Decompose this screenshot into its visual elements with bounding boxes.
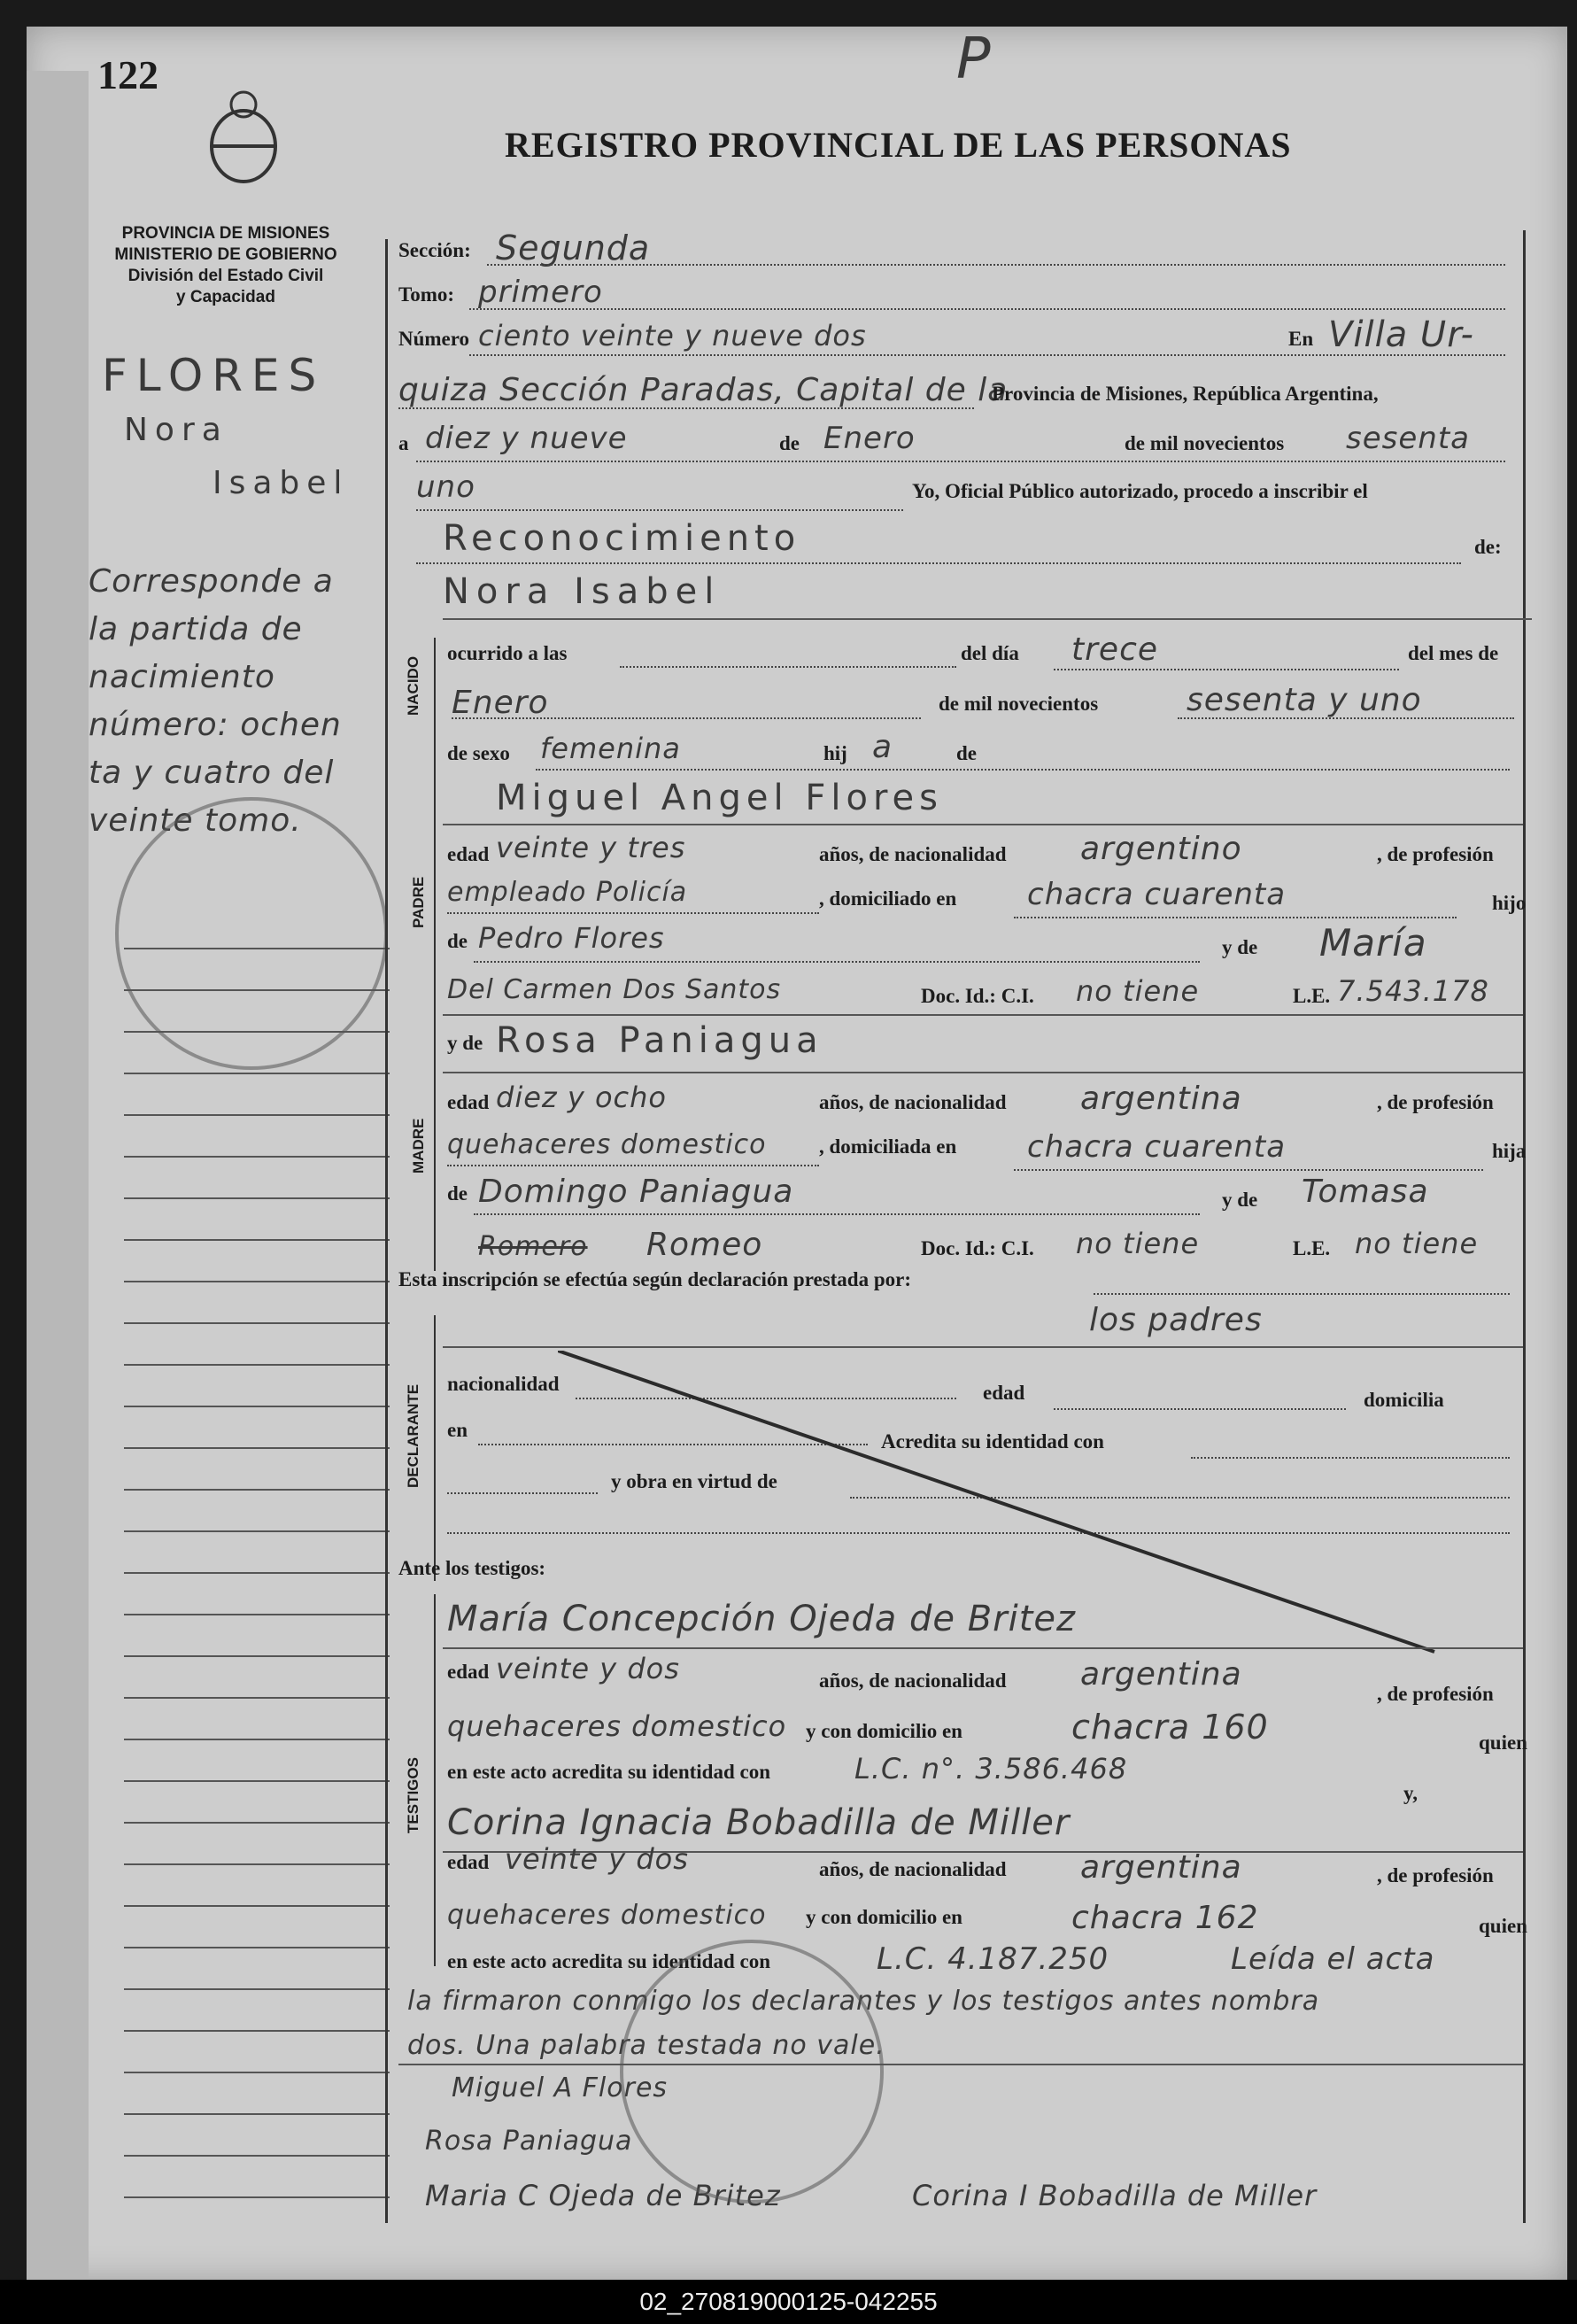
- ocurrido-label: ocurrido a las: [447, 642, 568, 664]
- oficial-label: Yo, Oficial Público autorizado, procedo a inscribir el: [912, 480, 1368, 502]
- le-label: L.E.: [1293, 985, 1331, 1007]
- madre-padre: Domingo Paniagua: [478, 1174, 794, 1210]
- testigo1-edad: veinte y dos: [496, 1652, 680, 1685]
- dotted-line: [447, 912, 819, 914]
- dotted-line: [416, 562, 1461, 564]
- declarante-domicilia-label: domicilia: [1364, 1389, 1444, 1411]
- margin-ruled-line: [124, 1780, 390, 1782]
- dom-label: , domiciliado en: [819, 887, 957, 910]
- margin-note-line: la partida de: [89, 611, 303, 647]
- prof-label: , de profesión: [1377, 1864, 1494, 1886]
- testigo1-prof: quehaceres domestico: [447, 1709, 787, 1743]
- dotted-line: [620, 666, 956, 668]
- acredita-label: en este acto acredita su identidad con: [447, 1950, 771, 1972]
- rule-line: [443, 1647, 1523, 1649]
- madre-madre2: Romeo: [646, 1227, 763, 1263]
- del-mes-label: del mes de: [1408, 642, 1499, 664]
- dom-label: , domiciliada en: [819, 1135, 957, 1158]
- padre-padre: Pedro Flores: [478, 921, 665, 955]
- section-bracket: [434, 1594, 436, 1966]
- dotted-line: [469, 354, 1505, 356]
- margin-ruled-line: [124, 1156, 390, 1158]
- sexo-value: femenina: [540, 732, 681, 765]
- dom-label: y con domicilio en: [806, 1906, 962, 1928]
- testigo1-nac: argentina: [1080, 1656, 1242, 1693]
- dotted-line: [536, 769, 1510, 771]
- margin-note-line: Corresponde a: [89, 563, 334, 600]
- quien-label: quien: [1479, 1915, 1527, 1937]
- margin-name2: Isabel: [213, 465, 350, 501]
- tomo-value: primero: [478, 275, 603, 310]
- padre-madre2: Del Carmen Dos Santos: [447, 974, 782, 1005]
- coat-of-arms-icon: [199, 89, 288, 186]
- margin-ruled-line: [124, 1197, 390, 1199]
- hija-label: hija: [1492, 1140, 1527, 1162]
- dotted-line: [487, 264, 1505, 266]
- testigo2-dom: chacra 162: [1071, 1900, 1259, 1936]
- document-title: REGISTRO PROVINCIAL DE LAS PERSONAS: [505, 125, 1292, 165]
- image-footer: 02_270819000125-042255: [0, 2280, 1577, 2324]
- issuer-division: División del Estado Civil: [128, 267, 324, 285]
- seccion-label: Sección:: [398, 239, 471, 261]
- dotted-line: [416, 509, 903, 511]
- seccion-value: Segunda: [496, 229, 651, 267]
- nac-label: años, de nacionalidad: [819, 1669, 1007, 1692]
- declarante-value: los padres: [1089, 1302, 1263, 1338]
- nac-label: años, de nacionalidad: [819, 1091, 1007, 1113]
- padre-le: 7.543.178: [1337, 974, 1489, 1008]
- acredita-label: en este acto acredita su identidad con: [447, 1761, 771, 1783]
- margin-ruled-line: [124, 1697, 390, 1699]
- dotted-line: [416, 461, 1505, 462]
- margin-ruled-line: [124, 1489, 390, 1491]
- madre-prof: quehaceres domestico: [447, 1129, 767, 1160]
- margin-ruled-line: [124, 1822, 390, 1824]
- margin-note-line: número: ochen: [89, 707, 342, 743]
- padre-dom: chacra cuarenta: [1027, 877, 1287, 912]
- anio-value: sesenta y uno: [1187, 682, 1422, 718]
- numero-label: Número: [398, 328, 470, 350]
- margin-ruled-line: [124, 1947, 390, 1948]
- margin-ruled-line: [124, 1447, 390, 1449]
- dotted-line: [474, 1213, 1200, 1215]
- de-label2: de:: [1474, 536, 1502, 558]
- margin-note-line: ta y cuatro del: [89, 755, 335, 791]
- madre-nac: argentina: [1080, 1081, 1242, 1117]
- y-de-label: y de: [447, 1032, 483, 1054]
- margin-ruled-line: [124, 1863, 390, 1865]
- quien-label: quien: [1479, 1731, 1527, 1754]
- section-declarante: DECLARANTE: [405, 1383, 421, 1488]
- de-label: de: [779, 432, 800, 454]
- issuer-capacity: y Capacidad: [176, 288, 275, 306]
- section-bracket: [434, 1315, 436, 1581]
- margin-surname: FLORES: [102, 350, 326, 401]
- declarante-en-label: en: [447, 1419, 468, 1441]
- le-label: L.E.: [1293, 1237, 1331, 1259]
- margin-name1: Nora: [124, 412, 228, 448]
- month-value: Enero: [823, 421, 916, 456]
- de-mil-label: de mil novecientos: [939, 693, 1099, 715]
- declarante-intro: Esta inscripción se efectúa según declaración prestada por:: [398, 1268, 912, 1290]
- margin-ruled-line: [124, 1988, 390, 1990]
- declarante-nac-label: nacionalidad: [447, 1373, 560, 1395]
- padre-nac: argentino: [1080, 831, 1242, 867]
- testigos-intro: Ante los testigos:: [398, 1557, 546, 1579]
- de-label: de: [956, 742, 977, 764]
- mes-value: Enero: [452, 685, 549, 721]
- testigo2-nac: argentina: [1080, 1849, 1242, 1886]
- padre-prof: empleado Policía: [447, 877, 688, 908]
- closing-line1: Leída el acta: [1231, 1941, 1435, 1977]
- margin-divider: [385, 239, 388, 2223]
- place-value: quiza Sección Paradas, Capital de la: [398, 372, 1009, 408]
- section-nacido: NACIDO: [405, 655, 421, 716]
- dotted-line: [1054, 669, 1399, 670]
- y-de-label: y de: [1222, 1189, 1258, 1211]
- madre-madre: Tomasa: [1302, 1174, 1429, 1210]
- rule-line: [443, 1014, 1523, 1016]
- edad-label: edad: [447, 843, 490, 865]
- prof-label: , de profesión: [1377, 843, 1494, 865]
- en-value: Villa Ur-: [1328, 314, 1474, 355]
- dotted-line: [1014, 917, 1457, 918]
- margin-ruled-line: [124, 1114, 390, 1116]
- margin-ruled-line: [124, 2030, 390, 2032]
- madre-dom: chacra cuarenta: [1027, 1129, 1287, 1165]
- madre-le: no tiene: [1355, 1227, 1479, 1260]
- doc-label: Doc. Id.: C.I.: [921, 1237, 1034, 1259]
- rule-line: [398, 2064, 1523, 2065]
- signature-3: Maria C Ojeda de Britez: [425, 2179, 781, 2212]
- rule-line: [443, 824, 1523, 825]
- margin-note-line: veinte tomo.: [89, 802, 302, 839]
- de-label: de: [447, 1182, 468, 1205]
- dotted-line: [398, 407, 974, 409]
- prof-label: , de profesión: [1377, 1683, 1494, 1705]
- testigo2-prof: quehaceres domestico: [447, 1900, 767, 1931]
- padre-madre: María: [1319, 921, 1427, 964]
- edad-label: edad: [447, 1851, 490, 1873]
- issuer-ministry: MINISTERIO DE GOBIERNO: [114, 245, 337, 264]
- y-de-label: y de: [1222, 936, 1258, 958]
- closing-line3: dos. Una palabra testada no vale.: [407, 2030, 885, 2061]
- dotted-line: [1094, 1293, 1510, 1295]
- padre-nombre: Miguel Angel Flores: [496, 778, 943, 818]
- page-mark: P: [956, 27, 992, 92]
- padre-edad: veinte y tres: [496, 831, 686, 864]
- year2-value: uno: [416, 469, 475, 505]
- dotted-line: [1014, 1169, 1483, 1171]
- margin-ruled-line: [124, 1281, 390, 1282]
- section-bracket: [434, 1023, 436, 1271]
- margin-ruled-line: [124, 1530, 390, 1532]
- dotted-line: [452, 717, 921, 719]
- a-day-value: diez y nueve: [425, 421, 628, 456]
- province-label: Provincia de Misiones, República Argentina,: [992, 383, 1379, 405]
- signature-2: Rosa Paniagua: [425, 2126, 633, 2157]
- madre-edad: diez y ocho: [496, 1081, 667, 1114]
- testigo1-dom: chacra 160: [1071, 1708, 1269, 1747]
- section-bracket: [434, 638, 436, 788]
- document-page: [27, 27, 1567, 2283]
- nac-label: años, de nacionalidad: [819, 843, 1007, 865]
- edad-label: edad: [447, 1091, 490, 1113]
- declarante-obra-label: y obra en virtud de: [611, 1470, 777, 1492]
- testigo2-nombre: Corina Ignacia Bobadilla de Miller: [447, 1802, 1071, 1843]
- hij-label: hij: [823, 742, 847, 764]
- hij-value: a: [872, 729, 893, 765]
- margin-ruled-line: [124, 2196, 390, 2198]
- margin-ruled-line: [124, 1364, 390, 1366]
- tomo-label: Tomo:: [398, 283, 455, 306]
- prof-label: , de profesión: [1377, 1091, 1494, 1113]
- official-stamp: [620, 1940, 884, 2204]
- de-mil-label: de mil novecientos: [1125, 432, 1285, 454]
- madre-madre2-struck: Romero: [478, 1231, 588, 1262]
- edad-label: edad: [447, 1661, 490, 1683]
- closing-line2: la firmaron conmigo los declarantes y los testigos antes nombra: [407, 1986, 1320, 2017]
- padre-ci: no tiene: [1076, 974, 1200, 1008]
- dotted-line: [447, 1165, 819, 1166]
- page-edge: [27, 71, 89, 2303]
- de-label: de: [447, 930, 468, 952]
- section-padre: PADRE: [410, 876, 427, 928]
- sexo-label: de sexo: [447, 742, 510, 764]
- madre-nombre: Rosa Paniagua: [496, 1020, 823, 1061]
- declarante-acredita-label: Acredita su identidad con: [881, 1430, 1104, 1452]
- testigo2-id: L.C. 4.187.250: [877, 1941, 1109, 1977]
- signature-1: Miguel A Flores: [452, 2072, 669, 2103]
- signature-4: Corina I Bobadilla de Miller: [912, 2179, 1318, 2212]
- margin-ruled-line: [124, 2155, 390, 2157]
- issuer-block: [80, 223, 372, 308]
- section-madre: MADRE: [410, 1118, 427, 1174]
- margin-ruled-line: [124, 1655, 390, 1657]
- issuer-province: PROVINCIA DE MISIONES: [121, 224, 330, 243]
- dotted-line: [469, 308, 1505, 310]
- margin-ruled-line: [124, 1239, 390, 1241]
- rule-line: [443, 1346, 1523, 1348]
- margin-ruled-line: [124, 1406, 390, 1407]
- dotted-line: [474, 961, 1200, 963]
- rule-line: [443, 618, 1532, 620]
- margin-note-line: nacimiento: [89, 659, 275, 695]
- madre-ci: no tiene: [1076, 1227, 1200, 1260]
- margin-ruled-line: [124, 1322, 390, 1324]
- nac-label: años, de nacionalidad: [819, 1858, 1007, 1880]
- year-value: sesenta: [1346, 421, 1470, 456]
- margin-ruled-line: [124, 1739, 390, 1740]
- del-dia-label: del día: [961, 642, 1019, 664]
- numero-value: ciento veinte y nueve dos: [478, 319, 867, 352]
- dom-label: y con domicilio en: [806, 1720, 962, 1742]
- margin-stamp: [115, 797, 388, 1070]
- a-label: a: [398, 432, 409, 454]
- section-testigos: TESTIGOS: [405, 1757, 421, 1833]
- dotted-line: [1178, 717, 1514, 719]
- margin-ruled-line: [124, 2072, 390, 2073]
- declarante-edad-label: edad: [983, 1382, 1025, 1404]
- margin-ruled-line: [124, 1073, 390, 1074]
- testigo1-id: L.C. n°. 3.586.468: [854, 1752, 1128, 1786]
- child-name: Nora Isabel: [443, 571, 722, 612]
- doc-label: Doc. Id.: C.I.: [921, 985, 1034, 1007]
- y-label: y,: [1403, 1782, 1418, 1804]
- dia-value: trece: [1071, 631, 1159, 668]
- margin-ruled-line: [124, 2113, 390, 2115]
- margin-ruled-line: [124, 1572, 390, 1574]
- hijo-label: hijo: [1492, 892, 1527, 914]
- margin-ruled-line: [124, 1614, 390, 1615]
- rule-line: [443, 1072, 1523, 1073]
- act-value: Reconocimiento: [443, 518, 801, 559]
- page-number: 122: [97, 52, 158, 97]
- margin-ruled-line: [124, 1905, 390, 1907]
- testigo1-nombre: María Concepción Ojeda de Britez: [447, 1599, 1077, 1639]
- section-bracket: [434, 784, 436, 1023]
- testigo2-edad: veinte y dos: [505, 1842, 689, 1876]
- en-label: En: [1288, 328, 1314, 350]
